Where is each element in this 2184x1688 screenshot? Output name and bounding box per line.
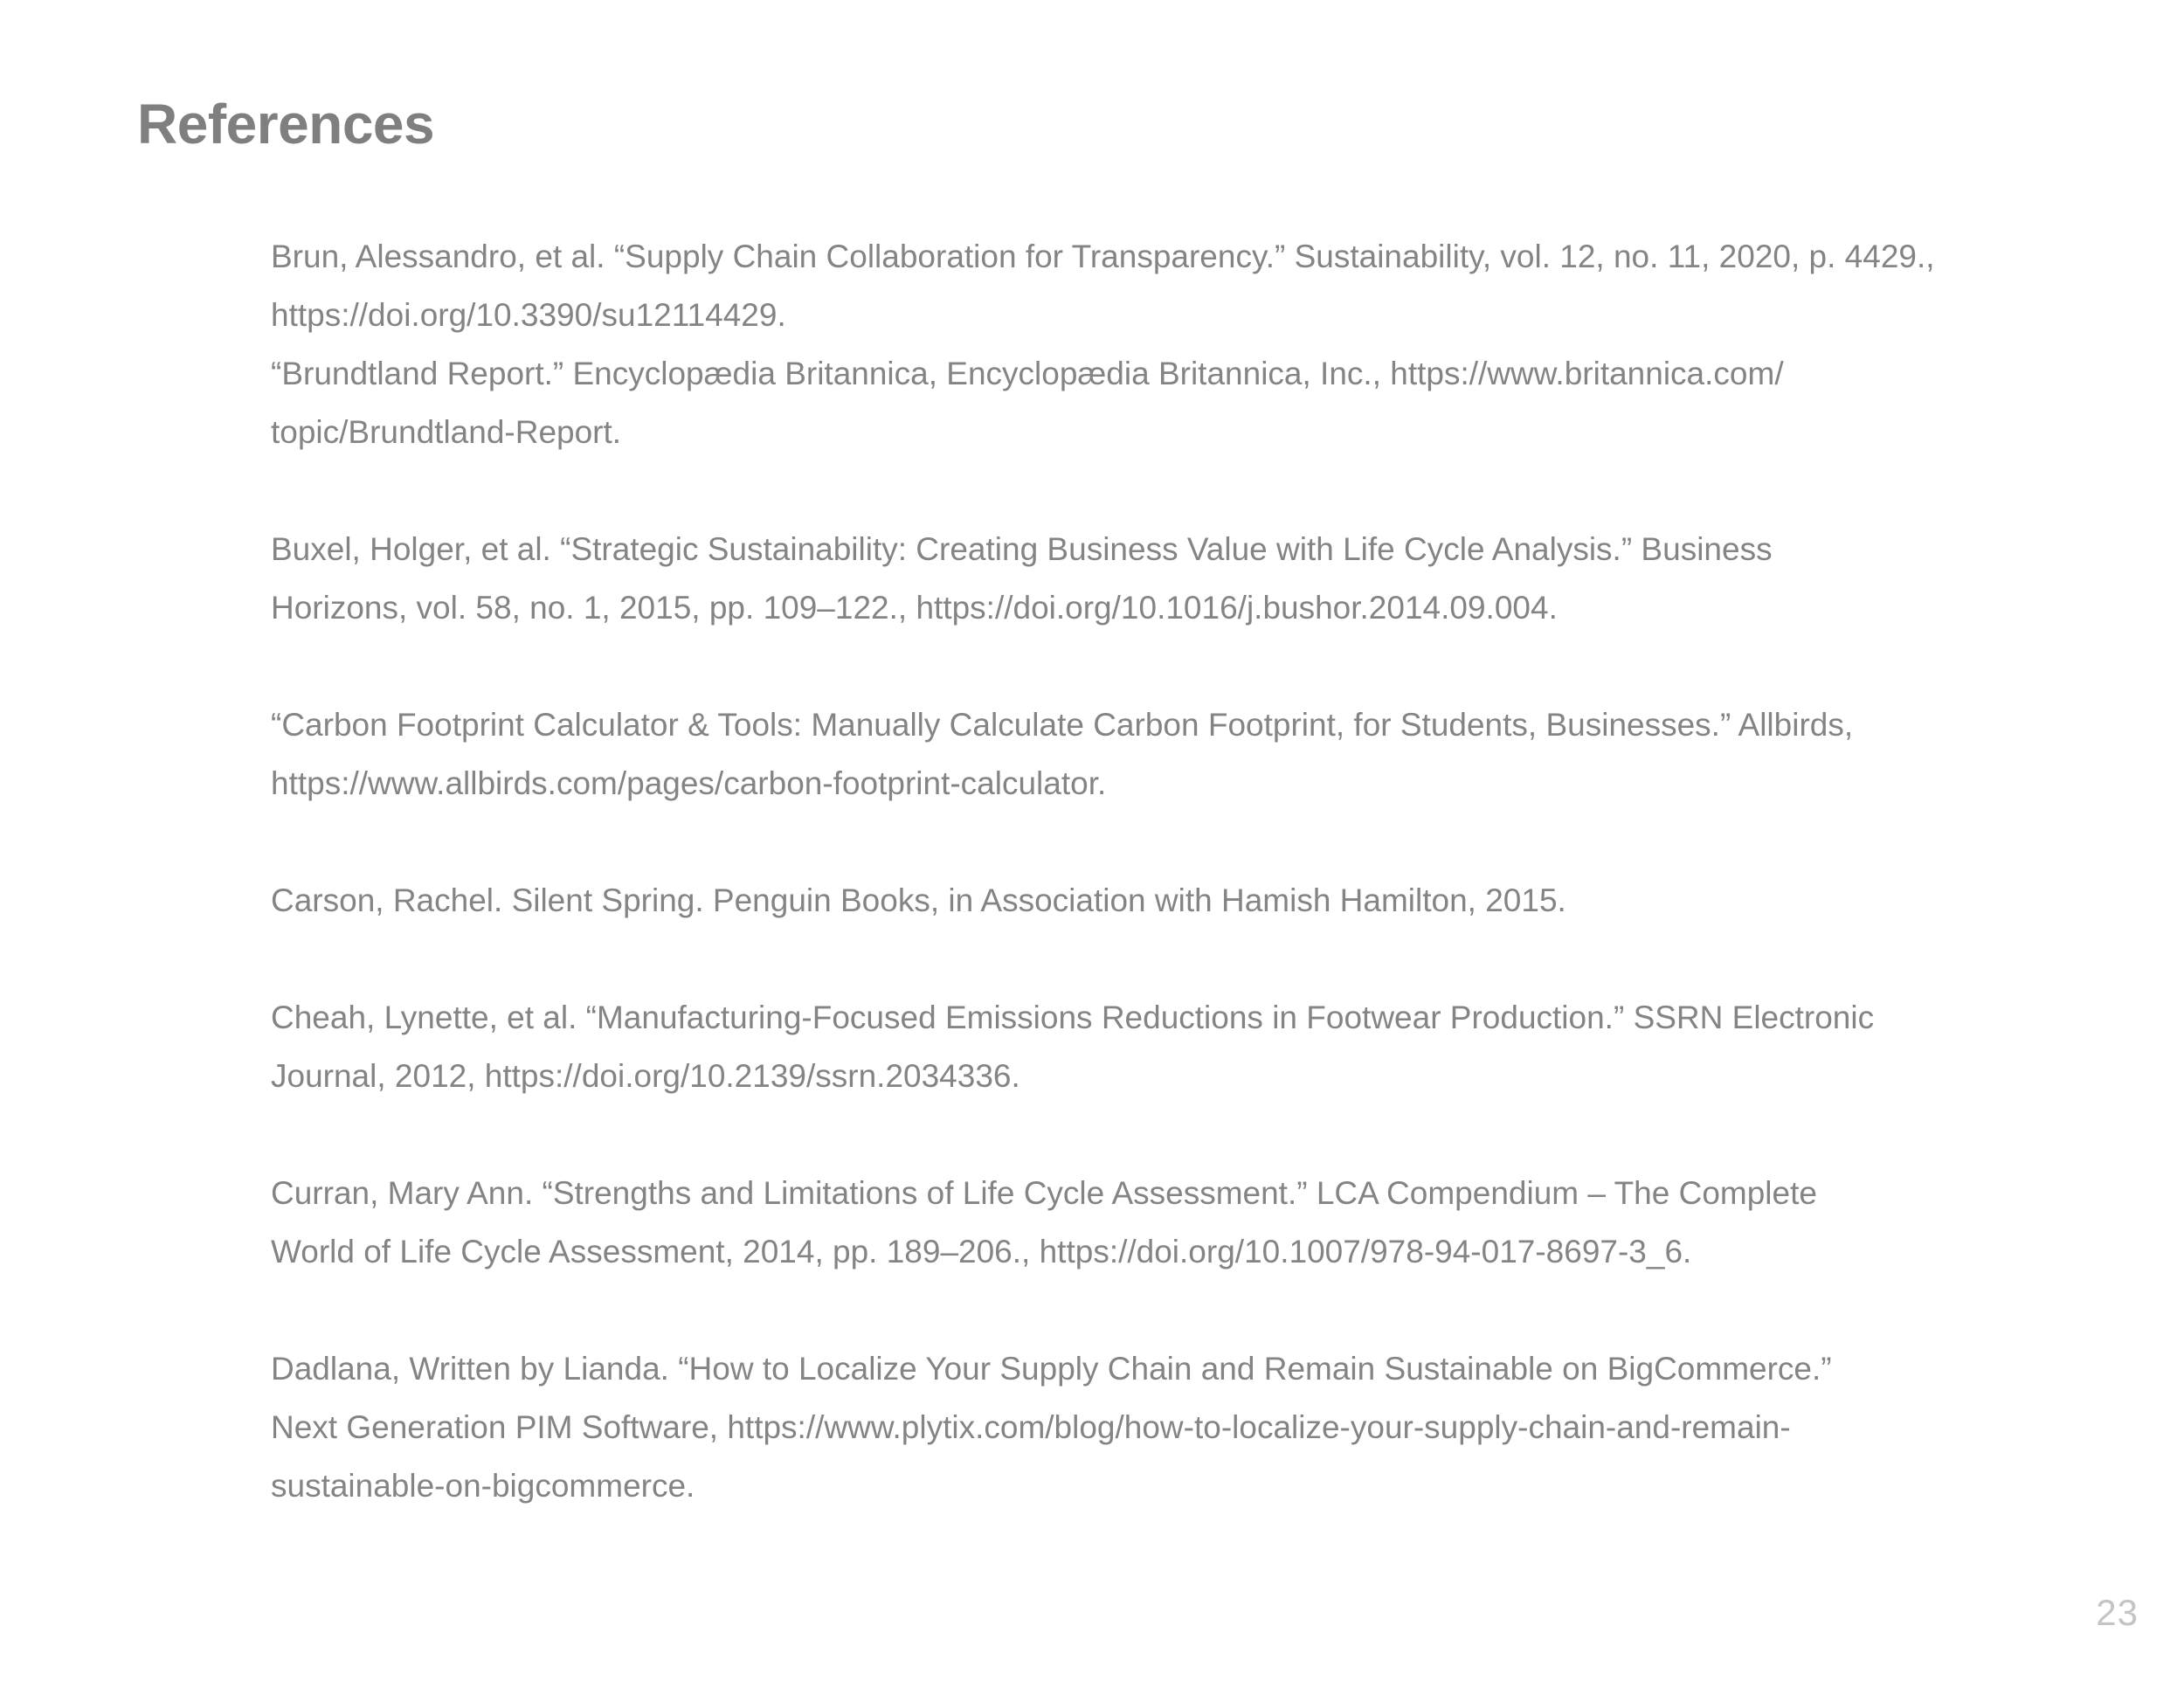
reference-entry	[271, 871, 2027, 930]
page-title: References	[137, 93, 435, 156]
reference-entry	[271, 344, 2027, 461]
reference-line: Cheah, Lynette, et al. “Manufacturing-Focused Emissions Reductions in Footwear Production.” SSRN Electronic	[271, 1000, 1875, 1035]
reference-line: topic/Brundtland-Report.	[271, 414, 622, 450]
reference-line: “Brundtland Report.” Encyclopædia Britannica, Encyclopædia Britannica, Inc., https://www.britannica.com/	[271, 356, 1784, 391]
reference-line: Buxel, Holger, et al. “Strategic Sustainability: Creating Business Value with Life Cycle Analysis.” Business	[271, 531, 1773, 567]
reference-line: Carson, Rachel. Silent Spring. Penguin Books, in Association with Hamish Hamilton, 2015.	[271, 882, 1566, 918]
reference-entry	[271, 520, 2027, 637]
references-list	[271, 227, 2027, 1515]
page-number: 23	[2096, 1592, 2139, 1633]
reference-line: sustainable-on-bigcommerce.	[271, 1468, 695, 1504]
reference-entry	[271, 227, 2027, 344]
reference-line: Next Generation PIM Software, https://www.plytix.com/blog/how-to-localize-your-supply-chain-and-remain-	[271, 1409, 1791, 1445]
reference-entry	[271, 695, 2027, 813]
reference-line: Journal, 2012, https://doi.org/10.2139/ssrn.2034336.	[271, 1058, 1020, 1094]
reference-entry	[271, 1164, 2027, 1281]
reference-line: Horizons, vol. 58, no. 1, 2015, pp. 109–122., https://doi.org/10.1016/j.bushor.2014.09.004.	[271, 590, 1558, 626]
reference-line: World of Life Cycle Assessment, 2014, pp. 189–206., https://doi.org/10.1007/978-94-017-8697-3_6.	[271, 1234, 1692, 1269]
reference-line: Dadlana, Written by Lianda. “How to Localize Your Supply Chain and Remain Sustainable on BigCommerce.”	[271, 1351, 1832, 1387]
reference-line: https://doi.org/10.3390/su12114429.	[271, 297, 786, 333]
reference-entry	[271, 988, 2027, 1105]
reference-line: Curran, Mary Ann. “Strengths and Limitations of Life Cycle Assessment.” LCA Compendium – The Complete	[271, 1175, 1817, 1211]
reference-line: “Carbon Footprint Calculator & Tools: Manually Calculate Carbon Footprint, for Students, Businesses.” Allbirds,	[271, 707, 1854, 743]
reference-line: https://www.allbirds.com/pages/carbon-footprint-calculator.	[271, 765, 1107, 801]
reference-line: Brun, Alessandro, et al. “Supply Chain Collaboration for Transparency.” Sustainability, vol. 12, no. 11, 2020, p. 4429.,	[271, 239, 1935, 274]
reference-entry	[271, 1339, 2027, 1515]
